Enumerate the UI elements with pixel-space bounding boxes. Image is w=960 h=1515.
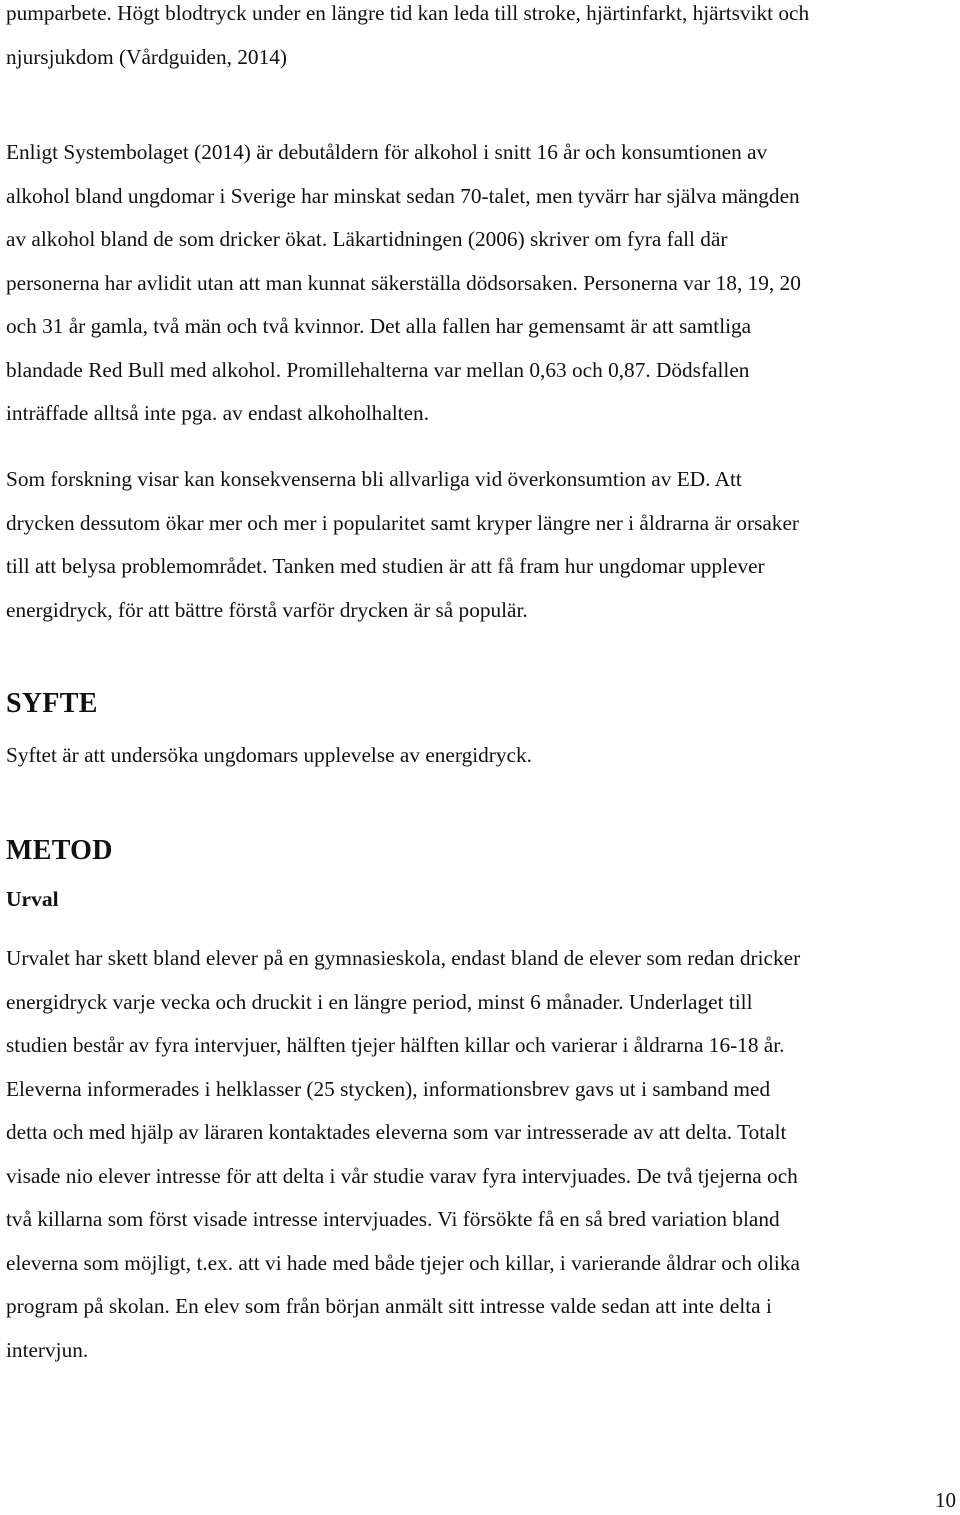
intro-paragraph-3 [6, 458, 956, 632]
intro-paragraph-2 [6, 131, 956, 436]
text-line: två killarna som först visade intresse intervjuades. Vi försökte få en så bred variation bland [6, 1207, 780, 1231]
text-line: Enligt Systembolaget (2014) är debutåldern för alkohol i snitt 16 år och konsumtionen av [6, 140, 768, 164]
text-line: blandade Red Bull med alkohol. Promillehalterna var mellan 0,63 och 0,87. Dödsfallen [6, 357, 750, 382]
text-line: av alkohol bland de som dricker ökat. Läkartidningen (2006) skriver om fyra fall där [6, 227, 728, 251]
text-line: drycken dessutom ökar mer och mer i popularitet samt kryper längre ner i åldrarna är orsaker [6, 510, 799, 535]
text-line: Syftet är att undersöka ungdomars upplevelse av energidryck. [6, 743, 532, 767]
text-line: visade nio elever intresse för att delta i vår studie varav fyra intervjuades. De två tjejerna och [6, 1163, 798, 1188]
text-line: program på skolan. En elev som från början anmält sitt intresse valde sedan att inte delta i [6, 1294, 772, 1318]
text-line: personerna har avlidit utan att man kunnat säkerställa dödsorsaken. Personerna var 18, 19, 20 [6, 270, 801, 295]
text-line: eleverna som möjligt, t.ex. att vi hade med både tjejer och killar, i varierande åldrar och olika [6, 1250, 800, 1275]
text-line: detta och med hjälp av läraren kontaktades eleverna som var intresserade av att delta. Totalt [6, 1120, 787, 1144]
text-line: Som forskning visar kan konsekvenserna bli allvarliga vid överkonsumtion av ED. Att [6, 467, 742, 491]
text-line: intervjun. [6, 1337, 89, 1362]
page-number: 10 [935, 1488, 956, 1512]
syfte-text [6, 734, 956, 778]
intro-paragraph-1 [6, 0, 956, 79]
urval-paragraph [6, 937, 956, 1372]
syfte-heading: SYFTE [6, 688, 98, 719]
text-line: njursjukdom (Vårdguiden, 2014) [6, 44, 287, 69]
text-line: Urvalet har skett bland elever på en gymnasieskola, endast bland de elever som redan dricker [6, 946, 801, 970]
urval-subheading: Urval [6, 887, 59, 911]
text-line: alkohol bland ungdomar i Sverige har minskat sedan 70-talet, men tyvärr har själva mängden [6, 183, 800, 208]
text-line: energidryck varje vecka och druckit i en längre period, minst 6 månader. Underlaget till [6, 989, 753, 1014]
text-line: Eleverna informerades i helklasser (25 stycken), informationsbrev gavs ut i samband med [6, 1076, 771, 1101]
text-line: och 31 år gamla, två män och två kvinnor. Det alla fallen har gemensamt är att samtliga [6, 314, 752, 338]
metod-heading: METOD [6, 835, 113, 866]
text-line: energidryck, för att bättre förstå varför drycken är så populär. [6, 597, 528, 622]
text-line: inträffade alltså inte pga. av endast alkoholhalten. [6, 401, 430, 425]
text-line: pumparbete. Högt blodtryck under en längre tid kan leda till stroke, hjärtinfarkt, hjärtsvikt och [6, 1, 810, 25]
text-line: studien består av fyra intervjuer, hälften tjejer hälften killar och varierar i åldrarna 16-18 år. [6, 1033, 785, 1057]
text-line: till att belysa problemområdet. Tanken med studien är att få fram hur ungdomar upplever [6, 554, 765, 578]
